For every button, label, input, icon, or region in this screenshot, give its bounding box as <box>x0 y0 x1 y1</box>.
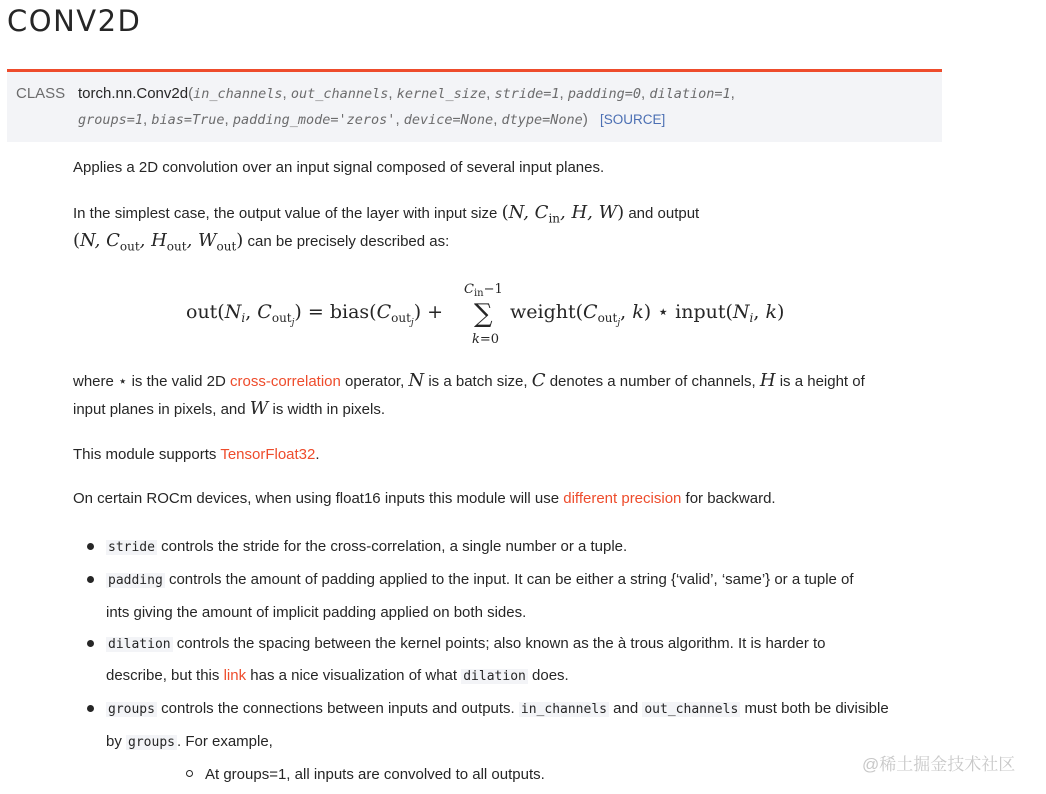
list-item-groups <box>106 692 889 726</box>
where-paragraph <box>73 368 865 395</box>
comma: , <box>388 85 393 102</box>
code-stride: stride <box>108 540 155 555</box>
code-groups: groups <box>128 735 175 750</box>
text: is the valid 2D <box>131 373 226 390</box>
formula-lhs: $out(N_i$, $C_{out}j$) = $bias(C_{out}j)$ + <box>186 301 444 328</box>
param: dilation=1 <box>649 86 731 102</box>
list-item-groups-2 <box>106 725 273 759</box>
star-symbol: ⋆ <box>118 373 128 390</box>
cross-correlation-link[interactable]: cross-correlation <box>229 373 341 390</box>
bullet-dot <box>87 640 94 647</box>
text: denotes a number of channels, <box>549 373 756 390</box>
list-item-padding-2 <box>106 596 526 629</box>
page-title: CONV2D <box>7 4 142 38</box>
text: describe, but this <box>106 667 220 684</box>
text: is a batch size, <box>428 373 528 390</box>
math-h: H <box>759 370 776 391</box>
code-groups: groups <box>108 702 155 717</box>
text: controls the amount of padding applied to the input. It can be either a string {‘valid’, ‘same’} or a tuple of <box>168 571 854 588</box>
param: device=None <box>403 112 494 128</box>
open-paren: ( <box>188 85 194 102</box>
comma: , <box>559 85 564 102</box>
source-link[interactable]: [SOURCE] <box>599 112 666 127</box>
signature-line-2 <box>78 111 665 128</box>
list-item-padding <box>106 563 854 597</box>
bullet-dot <box>87 576 94 583</box>
rocm-paragraph <box>73 486 776 512</box>
comma: , <box>730 85 735 102</box>
formula-rhs: $weight(C_{out}j$, k) ⋆ $input(N_i$, k) <box>510 301 785 328</box>
code-dilation: dilation <box>463 669 526 684</box>
sub-list-item-groups-1: At groups=1, all inputs are convolved to all outputs. <box>205 766 545 783</box>
text: operator, <box>345 373 405 390</box>
comma: , <box>486 85 491 102</box>
where-paragraph-2 <box>73 396 385 423</box>
sub-bullet-circle <box>186 770 193 777</box>
text: for backward. <box>685 490 776 507</box>
text: In the simplest case, the output value of the layer with input size <box>73 205 498 222</box>
signature-line-1 <box>78 85 735 102</box>
different-precision-link[interactable]: different precision <box>563 490 682 507</box>
text: input planes in pixels, and <box>73 401 246 418</box>
comma: , <box>282 85 287 102</box>
comma: , <box>395 111 400 128</box>
text: . For example, <box>176 733 273 750</box>
param: padding=0 <box>567 86 641 102</box>
math-c: C <box>531 370 546 391</box>
text: and output <box>628 205 700 222</box>
text: ints giving the amount of implicit padding applied on both sides. <box>106 604 527 621</box>
list-item-dilation <box>106 627 826 661</box>
text: and <box>613 700 639 717</box>
comma: , <box>143 111 148 128</box>
code-in-channels: in_channels <box>520 702 607 717</box>
param: dtype=None <box>501 112 583 128</box>
text: On certain ROCm devices, when using float16 inputs this module will use <box>73 490 560 507</box>
comma: , <box>493 111 498 128</box>
text: can be precisely described as: <box>247 233 450 250</box>
text: controls the connections between inputs and outputs. <box>161 700 515 717</box>
math-n: N <box>408 370 425 391</box>
watermark: @稀土掘金技术社区 <box>862 755 1016 774</box>
tensorfloat32-link[interactable]: TensorFloat32 <box>220 446 316 463</box>
param: in_channels <box>193 86 283 102</box>
param: groups=1 <box>78 112 144 128</box>
list-item-stride <box>106 530 627 564</box>
text: has a nice visualization of what <box>250 667 458 684</box>
param: kernel_size <box>396 86 487 102</box>
class-signature <box>7 69 942 142</box>
list-item-dilation-2 <box>106 659 569 693</box>
text: is a height of <box>779 373 865 390</box>
bullet-dot <box>87 543 94 550</box>
conv-formula <box>186 280 806 350</box>
param: out_channels <box>290 86 389 102</box>
text: . <box>315 446 320 463</box>
param: bias=True <box>151 112 225 128</box>
comma: , <box>224 111 229 128</box>
comma: , <box>641 85 646 102</box>
class-label: CLASS <box>16 85 66 102</box>
text: controls the stride for the cross-correlation, a single number or a tuple. <box>161 538 628 555</box>
text: is width in pixels. <box>272 401 386 418</box>
intro-paragraph: Applies a 2D convolution over an input signal composed of several input planes. <box>73 159 605 176</box>
sum-upper-limit: $C_{in}-1$ <box>464 282 503 299</box>
simplest-case-paragraph <box>73 200 699 232</box>
code-out-channels: out_channels <box>644 702 739 717</box>
text: This module supports <box>73 446 217 463</box>
bullet-dot <box>87 705 94 712</box>
text: does. <box>532 667 569 684</box>
param: padding_mode='zeros' <box>232 112 396 128</box>
close-paren: ) <box>582 111 588 128</box>
text: where <box>73 373 114 390</box>
math-w: W <box>249 398 269 419</box>
class-name: torch.nn.Conv2d <box>78 85 189 102</box>
link-link[interactable]: link <box>223 667 247 684</box>
text: controls the spacing between the kernel points; also known as the à trous algorithm. It is harder to <box>176 635 826 652</box>
code-dilation: dilation <box>108 637 171 652</box>
tf32-paragraph <box>73 442 320 468</box>
output-size-math: (N, $C_{out}$, $H_{out}$, $W_{out}$) <box>73 230 244 254</box>
sum-lower-limit: k=0 <box>472 332 500 347</box>
sum-sigma: ∑ <box>474 299 493 329</box>
input-size-math: (N, $C_{in}$, H, W) <box>501 202 625 226</box>
text: must both be divisible <box>744 700 889 717</box>
code-padding: padding <box>108 573 163 588</box>
text: by <box>106 733 122 750</box>
simplest-case-paragraph-2 <box>73 228 449 260</box>
param: stride=1 <box>494 86 560 102</box>
